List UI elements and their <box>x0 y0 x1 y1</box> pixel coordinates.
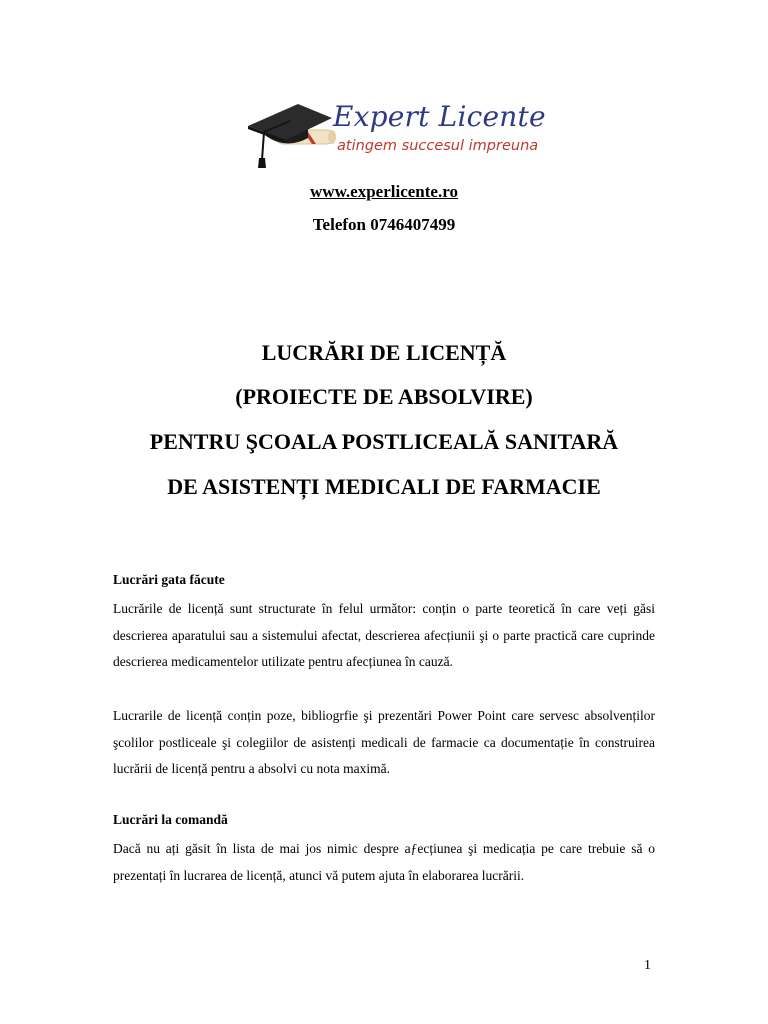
document-title-line-1: LUCRĂRI DE LICENȚĂ <box>261 340 507 365</box>
paragraph-custom-order: Dacă nu ați găsit în lista de mai jos nimic despre aƒecțiunea şi medicația pe care trebuie să o prezentați în lucrarea de licență, atunci vă putem ajuta în elaborarea lucrării. <box>113 841 655 883</box>
phone-number: Telefon 0746407499 <box>312 215 456 234</box>
logo-tagline: atingem succesul impreuna <box>337 138 539 154</box>
paragraph-structure: Lucrările de licență sunt structurate în felul urmǎtor: conțin o parte teoretică în care veți găsi descrierea aparatului sau a sistemului afectat, descrierea afecțiunii şi o parte practică care cuprinde descrierea medicamentelor utilizate pentru afecțiunea în cauză. <box>113 601 655 669</box>
document-title-line-2: (PROIECTE DE ABSOLVIRE) <box>235 384 533 409</box>
expert-licente-logo <box>246 92 546 176</box>
paragraph-contents: Lucrarile de licență conțin poze, bibliogrfie şi prezentări Power Point care servesc absolvenților şcolilor postliceale şi colegiilor de asistenți medicali de farmacie ca documentație în construirea lucrării de licență pentru a absolvi cu nota maximă. <box>113 708 655 776</box>
document-title-line-3: PENTRU ŞCOALA POSTLICEALĂ SANITARĂ <box>149 429 619 454</box>
website-link[interactable]: www.experlicente.ro <box>310 182 458 201</box>
logo-title: Expert Licente <box>333 100 546 133</box>
section-heading-custom-order: Lucrări la comandă <box>113 812 228 827</box>
page-number: 1 <box>644 958 651 973</box>
section-heading-ready-made: Lucrări gata făcute <box>113 572 225 587</box>
document-title-line-4: DE ASISTENȚI MEDICALI DE FARMACIE <box>167 474 601 499</box>
graduation-cap-icon <box>246 92 346 176</box>
